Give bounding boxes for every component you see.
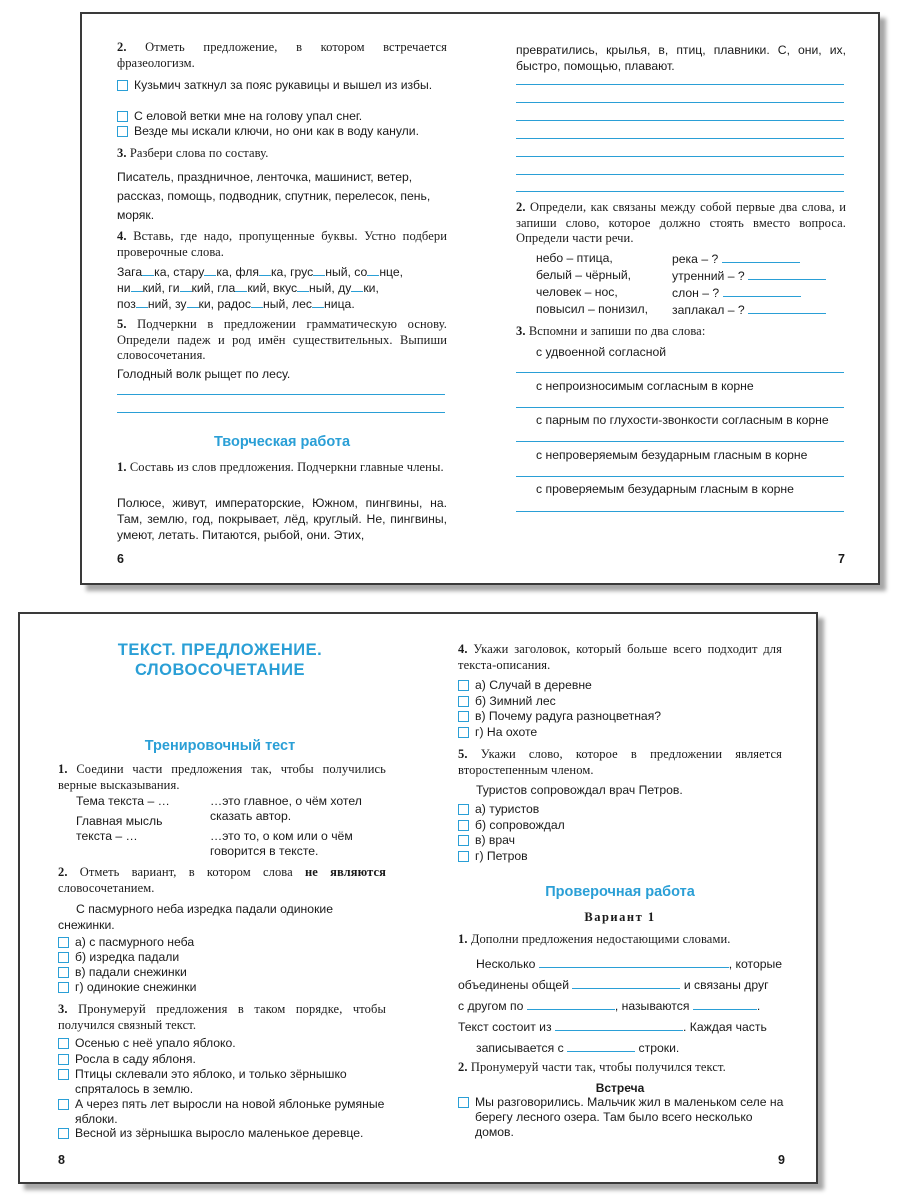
page6-q3-text: 3. Разбери слова по составу. xyxy=(117,146,269,160)
page8-q3-option-4[interactable]: А через пять лет выросли на новой яблоньке румяные яблоки. xyxy=(58,1097,388,1127)
page8-q2-sentence: С пасмурного неба изредка падали одинокие снежинки. xyxy=(58,902,333,932)
page-number-9: 9 xyxy=(778,1153,785,1167)
checkbox[interactable] xyxy=(117,111,128,122)
checkbox[interactable] xyxy=(117,80,128,91)
checkbox[interactable] xyxy=(458,711,469,722)
page9-v1-text: 1. Дополни предложения недостающими словами. xyxy=(458,932,731,946)
answer-blank[interactable] xyxy=(723,284,801,297)
page6-q4-line-3: поз ний, зу ки, радос ный, лес ница. xyxy=(117,297,355,311)
page8-q1-text: 1. Соедини части предложения так, чтобы получились верные высказывания. xyxy=(58,762,386,792)
page9-q5-text: 5. Укажи слово, которое в предложении является второстепенным членом. xyxy=(458,747,782,777)
checkbox[interactable] xyxy=(458,835,469,846)
page7-q3-item-2: с непроизносимым согласным в корне xyxy=(536,379,754,393)
page9-q4-option-b[interactable]: б) Зимний лес xyxy=(458,694,556,709)
page9-q4-option-d[interactable]: г) На охоте xyxy=(458,725,537,740)
answer-line[interactable] xyxy=(516,156,844,157)
training-test-title: Тренировочный тест xyxy=(144,738,296,754)
page8-q3-option-5[interactable]: Весной из зёрнышка выросло маленькое деревце. xyxy=(58,1126,388,1141)
checkbox[interactable] xyxy=(458,851,469,862)
answer-line[interactable] xyxy=(516,511,844,512)
page8-q2-option-d[interactable]: г) одинокие снежинки xyxy=(58,980,196,995)
page8-q1-right-1a: …это главное, о чём хотел xyxy=(210,794,362,808)
page8-q2-option-a[interactable]: а) с пасмурного неба xyxy=(58,935,194,950)
chapter-title-line-1: ТЕКСТ. ПРЕДЛОЖЕНИЕ. xyxy=(117,641,323,659)
page9-q4-text: 4. Укажи заголовок, который больше всего подходит для текста-описания. xyxy=(458,642,782,672)
answer-line[interactable] xyxy=(516,407,844,408)
page6-q4-line-2: ни кий, ги кий, гла кий, вкус ный, ду ки, xyxy=(117,281,379,295)
checkbox[interactable] xyxy=(458,727,469,738)
checkbox[interactable] xyxy=(458,804,469,815)
answer-blank[interactable] xyxy=(539,955,729,968)
answer-blank[interactable] xyxy=(567,1039,635,1052)
chapter-title-line-2: СЛОВОСОЧЕТАНИЕ xyxy=(135,661,305,679)
page7-q2-pair-3: человек – нос, xyxy=(536,285,618,299)
page9-q4-option-c[interactable]: в) Почему радуга разноцветная? xyxy=(458,709,661,724)
page9-q4-option-a[interactable]: а) Случай в деревне xyxy=(458,678,592,693)
answer-line[interactable] xyxy=(516,84,844,85)
page8-q2-option-b[interactable]: б) изредка падали xyxy=(58,950,179,965)
checkbox[interactable] xyxy=(58,967,69,978)
answer-blank[interactable] xyxy=(748,301,826,314)
page8-q3-text: 3. Пронумеруй предложения в таком порядке, чтобы получился связный текст. xyxy=(58,1002,386,1032)
page7-q2-text: 2. Определи, как связаны между собой первые два слова, и запиши слово, которое должно стоять вместо вопроса. Определи части речи. xyxy=(516,200,846,245)
page9-v1-line-5: записывается с строки. xyxy=(476,1041,680,1055)
page7-q2-question-3: слон – ? xyxy=(672,284,801,301)
page6-q2-option-3[interactable]: Везде мы искали ключи, но они как в воду канули. xyxy=(117,124,447,139)
check-work-title: Проверочная работа xyxy=(545,884,695,900)
answer-line[interactable] xyxy=(516,372,844,373)
page6-q3-words-3: моряк. xyxy=(117,208,155,222)
checkbox[interactable] xyxy=(458,680,469,691)
page7-q3-text: 3. Вспомни и запиши по два слова: xyxy=(516,324,706,338)
variant-label: Вариант 1 xyxy=(584,910,656,924)
page6-q3-words-1: Писатель, праздничное, ленточка, машинист, ветер, xyxy=(117,170,413,184)
answer-line[interactable] xyxy=(117,394,445,395)
answer-line[interactable] xyxy=(117,412,445,413)
answer-blank[interactable] xyxy=(555,1018,683,1031)
page7-q2-pair-2: белый – чёрный, xyxy=(536,268,632,282)
answer-line[interactable] xyxy=(516,476,844,477)
page8-q1-right-2b: говорится в тексте. xyxy=(210,844,319,858)
checkbox[interactable] xyxy=(458,696,469,707)
page7-continued-words: превратились, крылья, в, птиц, плавники. С, они, их, быстро, помощью, плавают. xyxy=(516,43,846,73)
answer-blank[interactable] xyxy=(693,997,757,1010)
answer-blank[interactable] xyxy=(748,267,826,280)
page7-q3-item-5: с проверяемым безударным гласным в корне xyxy=(536,482,794,496)
answer-line[interactable] xyxy=(516,441,844,442)
checkbox[interactable] xyxy=(58,1128,69,1139)
page8-q3-option-1[interactable]: Осенью с неё упало яблоко. xyxy=(58,1036,388,1051)
page-6 xyxy=(82,14,482,587)
answer-line[interactable] xyxy=(516,191,844,192)
page8-q1-left-2a: Главная мысль xyxy=(76,814,163,828)
page6-q2-text: 2. Отметь предложение, в котором встречается фразеологизм. xyxy=(117,40,448,70)
checkbox[interactable] xyxy=(458,820,469,831)
page7-q2-question-4: заплакал – ? xyxy=(672,301,826,318)
page-7 xyxy=(482,14,882,587)
page8-q3-option-2[interactable]: Росла в саду яблоня. xyxy=(58,1052,388,1067)
page9-q5-option-a[interactable]: а) туристов xyxy=(458,802,539,817)
page6-q2-option-1[interactable]: Кузьмич заткнул за пояс рукавицы и вышел из избы. xyxy=(117,78,447,93)
checkbox[interactable] xyxy=(117,126,128,137)
checkbox[interactable] xyxy=(58,1054,69,1065)
page9-story-part-1[interactable]: Мы разговорились. Мальчик жил в маленьком селе на берегу лесного озера. Там было всего несколько домов. xyxy=(458,1095,784,1140)
answer-line[interactable] xyxy=(516,138,844,139)
page6-q4-text: 4. Вставь, где надо, пропущенные буквы. Устно подбери проверочные слова. xyxy=(117,229,447,259)
answer-line[interactable] xyxy=(516,174,844,175)
page7-q2-question-2: утренний – ? xyxy=(672,267,826,284)
page8-q1-left-1: Тема текста – … xyxy=(76,794,170,808)
page6-q4-line-1: Зага ка, стару ка, фля ка, грус ный, со нце, xyxy=(117,265,404,279)
checkbox[interactable] xyxy=(58,982,69,993)
page7-q3-item-3: с парным по глухости-звонкости согласным в корне xyxy=(536,413,829,427)
story-title: Встреча xyxy=(595,1081,645,1095)
answer-blank[interactable] xyxy=(572,976,680,989)
answer-line[interactable] xyxy=(516,102,844,103)
page8-q1-right-2a: …это то, о ком или о чём xyxy=(210,829,353,843)
page-number-7: 7 xyxy=(838,552,845,566)
page6-q5-text: 5. Подчеркни в предложении грамматическую основу. Определи падеж и род имён существительных. Выпиши словосочетания. xyxy=(117,317,447,362)
page6-creative-q1-words: Полюсе, живут, императорские, Южном, пингвины, на. Там, землю, год, покрывает, лёд, круглый. Не, пингвины, умеют, летать. Питаются, рыбой, они. Этих, xyxy=(117,496,447,542)
page6-q3-words-2: рассказ, помощь, подводник, спутник, перелесок, пень, xyxy=(117,189,431,203)
page7-q2-pair-4: повысил – понизил, xyxy=(536,302,648,316)
page9-q5-option-d[interactable]: г) Петров xyxy=(458,849,528,864)
bottom-spread xyxy=(18,612,818,1184)
page9-v1-line-2: объединены общей и связаны друг xyxy=(458,978,769,992)
page9-q5-option-b[interactable]: б) сопровождал xyxy=(458,818,565,833)
page8-q1-right-1b: сказать автор. xyxy=(210,809,292,823)
creative-work-title: Творческая работа xyxy=(213,434,351,450)
page9-v1-line-3: с другом по , называются . xyxy=(458,999,761,1013)
page8-q3-option-3[interactable]: Птицы склевали это яблоко, и только зёрнышко спряталось в землю. xyxy=(58,1067,388,1097)
page8-q1-left-2b: текста – … xyxy=(76,829,138,843)
page8-q2-option-c[interactable]: в) падали снежинки xyxy=(58,965,187,980)
page9-q5-option-c[interactable]: в) врач xyxy=(458,833,515,848)
page9-q5-sentence: Туристов сопровождал врач Петров. xyxy=(476,783,683,797)
checkbox[interactable] xyxy=(58,952,69,963)
checkbox[interactable] xyxy=(458,1097,469,1108)
page7-q2-question-1: река – ? xyxy=(672,250,800,267)
checkbox[interactable] xyxy=(58,937,69,948)
page-number-6: 6 xyxy=(117,552,124,566)
page6-q2-option-2[interactable]: С еловой ветки мне на голову упал снег. xyxy=(117,109,447,124)
answer-blank[interactable] xyxy=(527,997,615,1010)
page7-q3-item-1: с удвоенной согласной xyxy=(536,345,667,359)
checkbox[interactable] xyxy=(58,1038,69,1049)
page6-q5-sentence: Голодный волк рыщет по лесу. xyxy=(117,367,291,381)
page6-creative-q1-text: 1. Составь из слов предложения. Подчеркни главные члены. xyxy=(117,460,444,474)
page8-q2-text: 2. Отметь вариант, в котором слова не являются словосочетанием. xyxy=(58,865,386,895)
answer-line[interactable] xyxy=(516,120,844,121)
page9-v2-text: 2. Пронумеруй части так, чтобы получился текст. xyxy=(458,1060,726,1074)
page-number-8: 8 xyxy=(58,1153,65,1167)
answer-blank[interactable] xyxy=(722,250,800,263)
top-spread xyxy=(80,12,880,585)
checkbox[interactable] xyxy=(58,1069,69,1080)
page9-v1-line-1: Несколько , которые xyxy=(476,957,783,971)
page7-q2-pair-1: небо – птица, xyxy=(536,251,613,265)
checkbox[interactable] xyxy=(58,1099,69,1110)
page7-q3-item-4: с непроверяемым безударным гласным в корне xyxy=(536,448,808,462)
page-9 xyxy=(420,614,820,1186)
page-8 xyxy=(20,614,420,1186)
page9-v1-line-4: Текст состоит из . Каждая часть xyxy=(458,1020,767,1034)
